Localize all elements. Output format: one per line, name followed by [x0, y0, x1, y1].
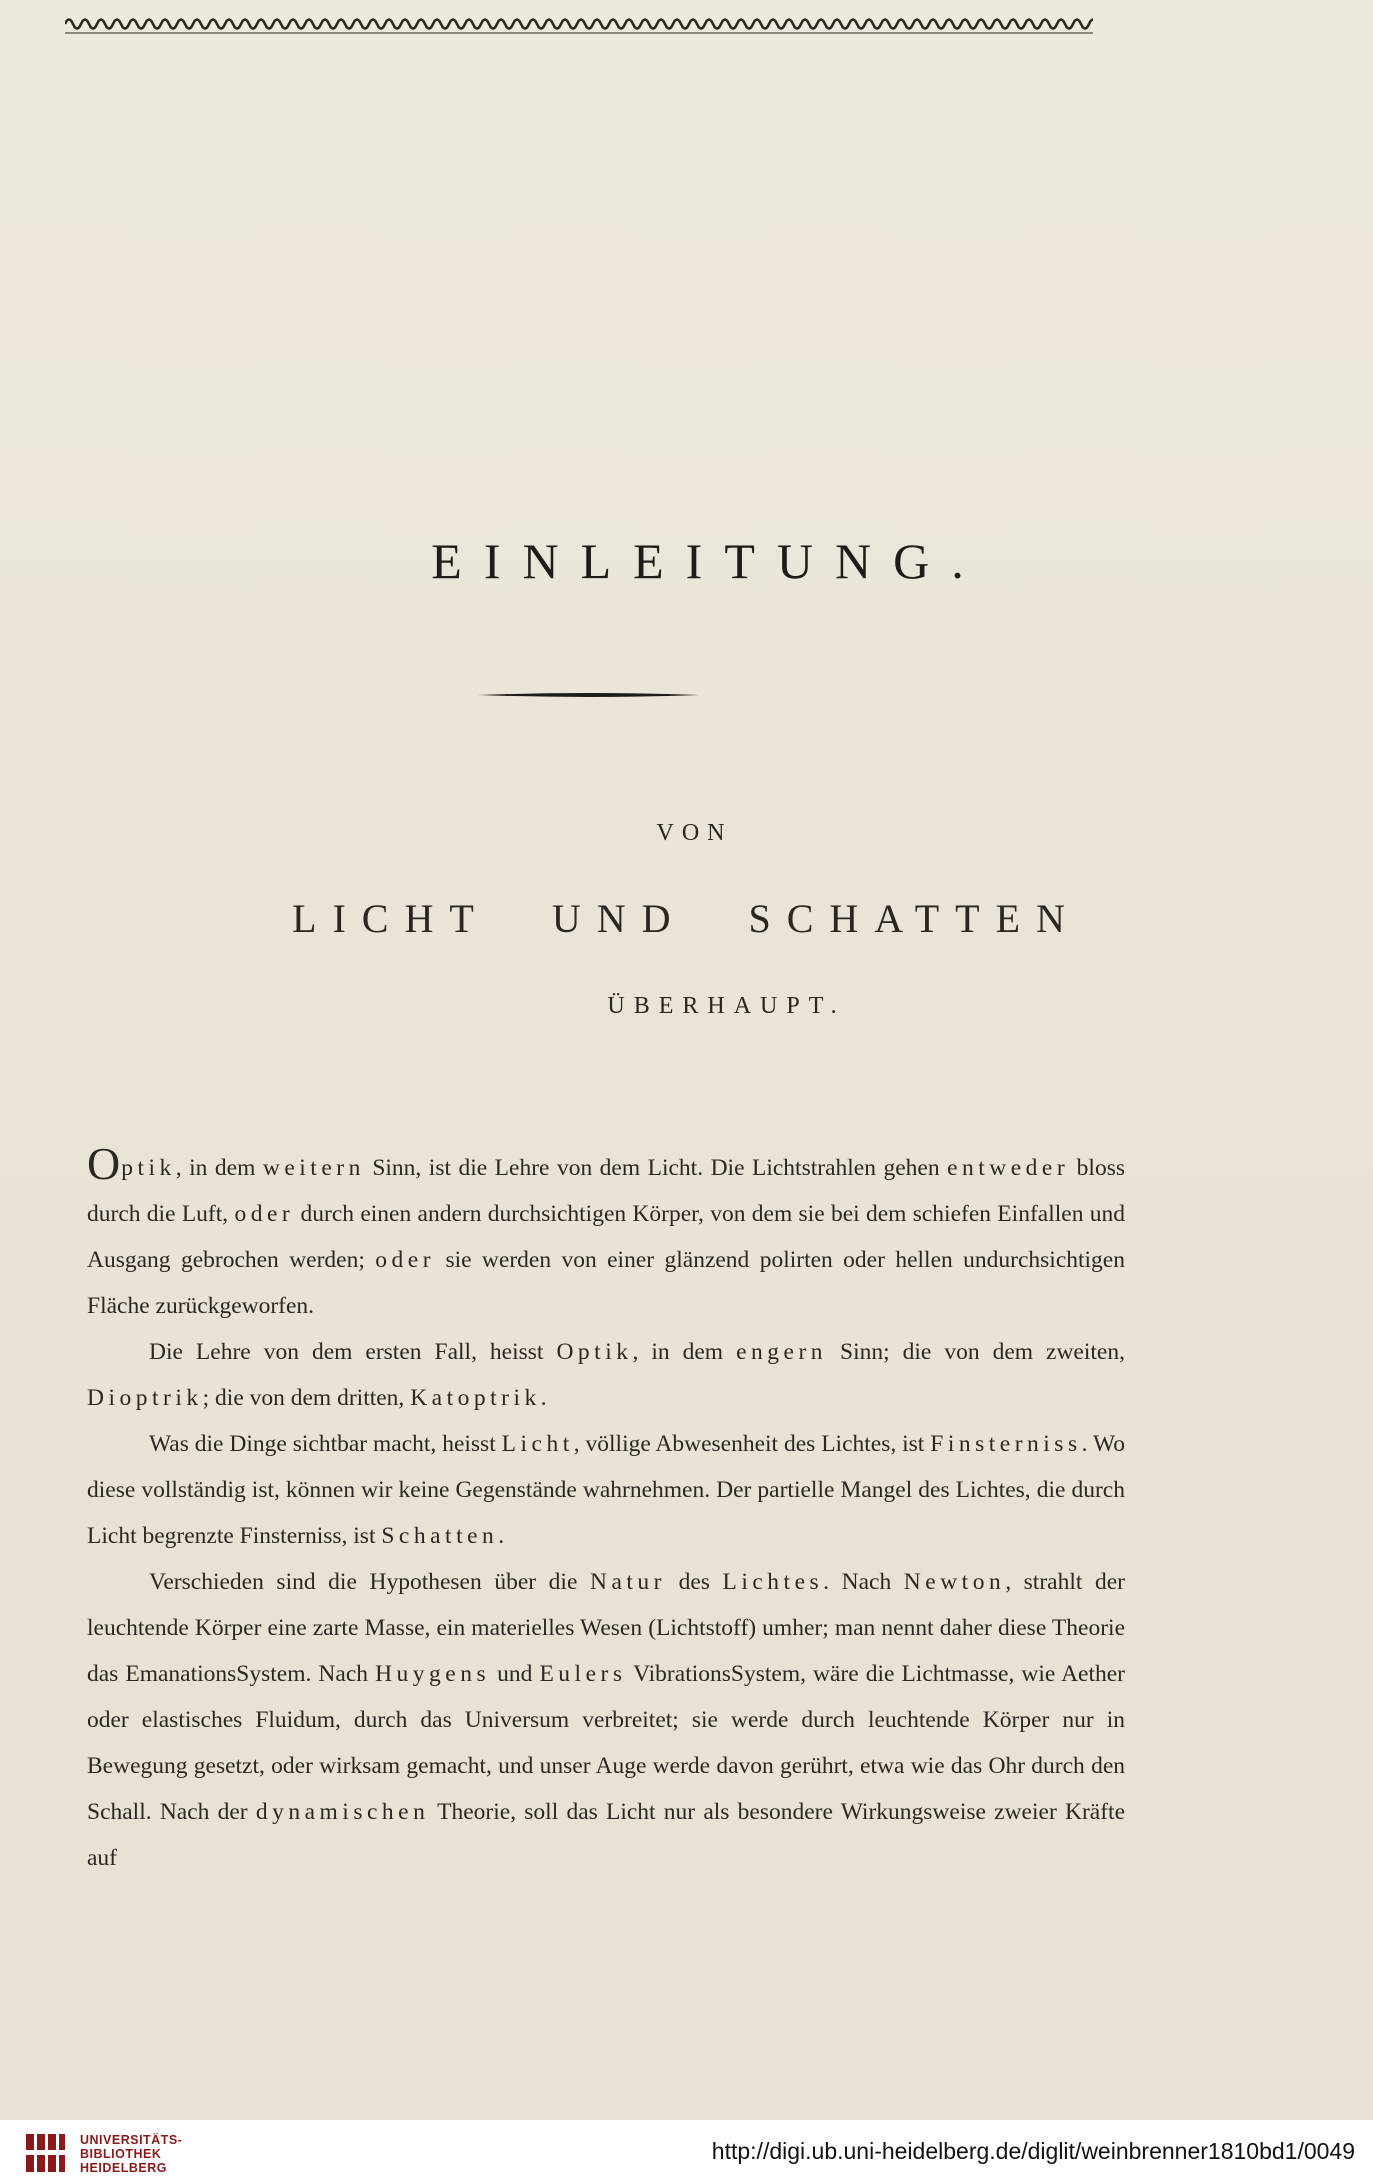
- subtitle-word-3: SCHATTEN: [748, 896, 1081, 941]
- subtitle-von: VON: [656, 820, 733, 846]
- chapter-title: EINLEITUNG.: [431, 533, 986, 589]
- paragraph-4: Verschieden sind die Hypothesen über die Natur des Lichtes. Nach Newton, strahlt der leuchtende Körper eine zarte Masse, ein materielles Wesen (Lichtstoff) umher; man nennt daher diese Theorie das EmanationsSystem. Nach Huygens und Eulers VibrationsSystem, wäre die Lichtmasse, wie Aether oder elastisches Fluidum, durch das Universum verbreitet; sie werde durch leuchtende Körper nur in Bewegung gesetzt, oder wirksam gemacht, und unser Auge werde davon gerührt, etwa wie das Ohr durch den Schall. Nach der dynamischen Theorie, soll das Licht nur als besondere Wirkungsweise zweier Kräfte auf: [87, 1569, 1126, 1871]
- paragraph-3: Was die Dinge sichtbar macht, heisst Licht, völlige Abwesenheit des Lichtes, ist Finsterniss. Wo diese vollständig ist, können wir keine Gegenstände wahrnehmen. Der partielle Mangel des Lichtes, die durch Licht begrenzte Finsterniss, ist Schatten.: [87, 1431, 1126, 1549]
- subtitle-main: [0, 895, 1373, 942]
- title-divider-rule: [478, 690, 700, 700]
- viewer-footer-bar: [0, 2120, 1373, 2184]
- paragraph-1: Optik, in dem weitern Sinn, ist die Lehre von dem Licht. Die Lichtstrahlen gehen entweder bloss durch die Luft, oder durch einen andern durchsichtigen Körper, von dem sie bei dem schiefen Einfallen und Ausgang gebrochen werden; oder sie werden von einer glänzend polirten oder hellen undurchsichtigen Fläche zurückgeworfen.: [87, 1138, 1125, 1319]
- subtitle-word-1: LICHT: [292, 896, 490, 941]
- body-text: [87, 1138, 1126, 1881]
- drop-cap: O: [87, 1138, 121, 1189]
- subtitle-word-2: UND: [551, 896, 687, 941]
- subtitle-ueberhaupt: ÜBERHAUPT.: [607, 993, 846, 1019]
- university-library-name: UNIVERSITÄTS- BIBLIOTHEK HEIDELBERG: [80, 2133, 183, 2175]
- university-library-logo-icon: [22, 2130, 68, 2176]
- page-url-link[interactable]: http://digi.ub.uni-heidelberg.de/diglit/weinbrenner1810bd1/0049: [711, 2138, 1355, 2164]
- paragraph-2: Die Lehre von dem ersten Fall, heisst Optik, in dem engern Sinn; die von dem zweiten, Dioptrik; die von dem dritten, Katoptrik.: [87, 1339, 1125, 1411]
- decorative-wave-border: [65, 12, 1093, 36]
